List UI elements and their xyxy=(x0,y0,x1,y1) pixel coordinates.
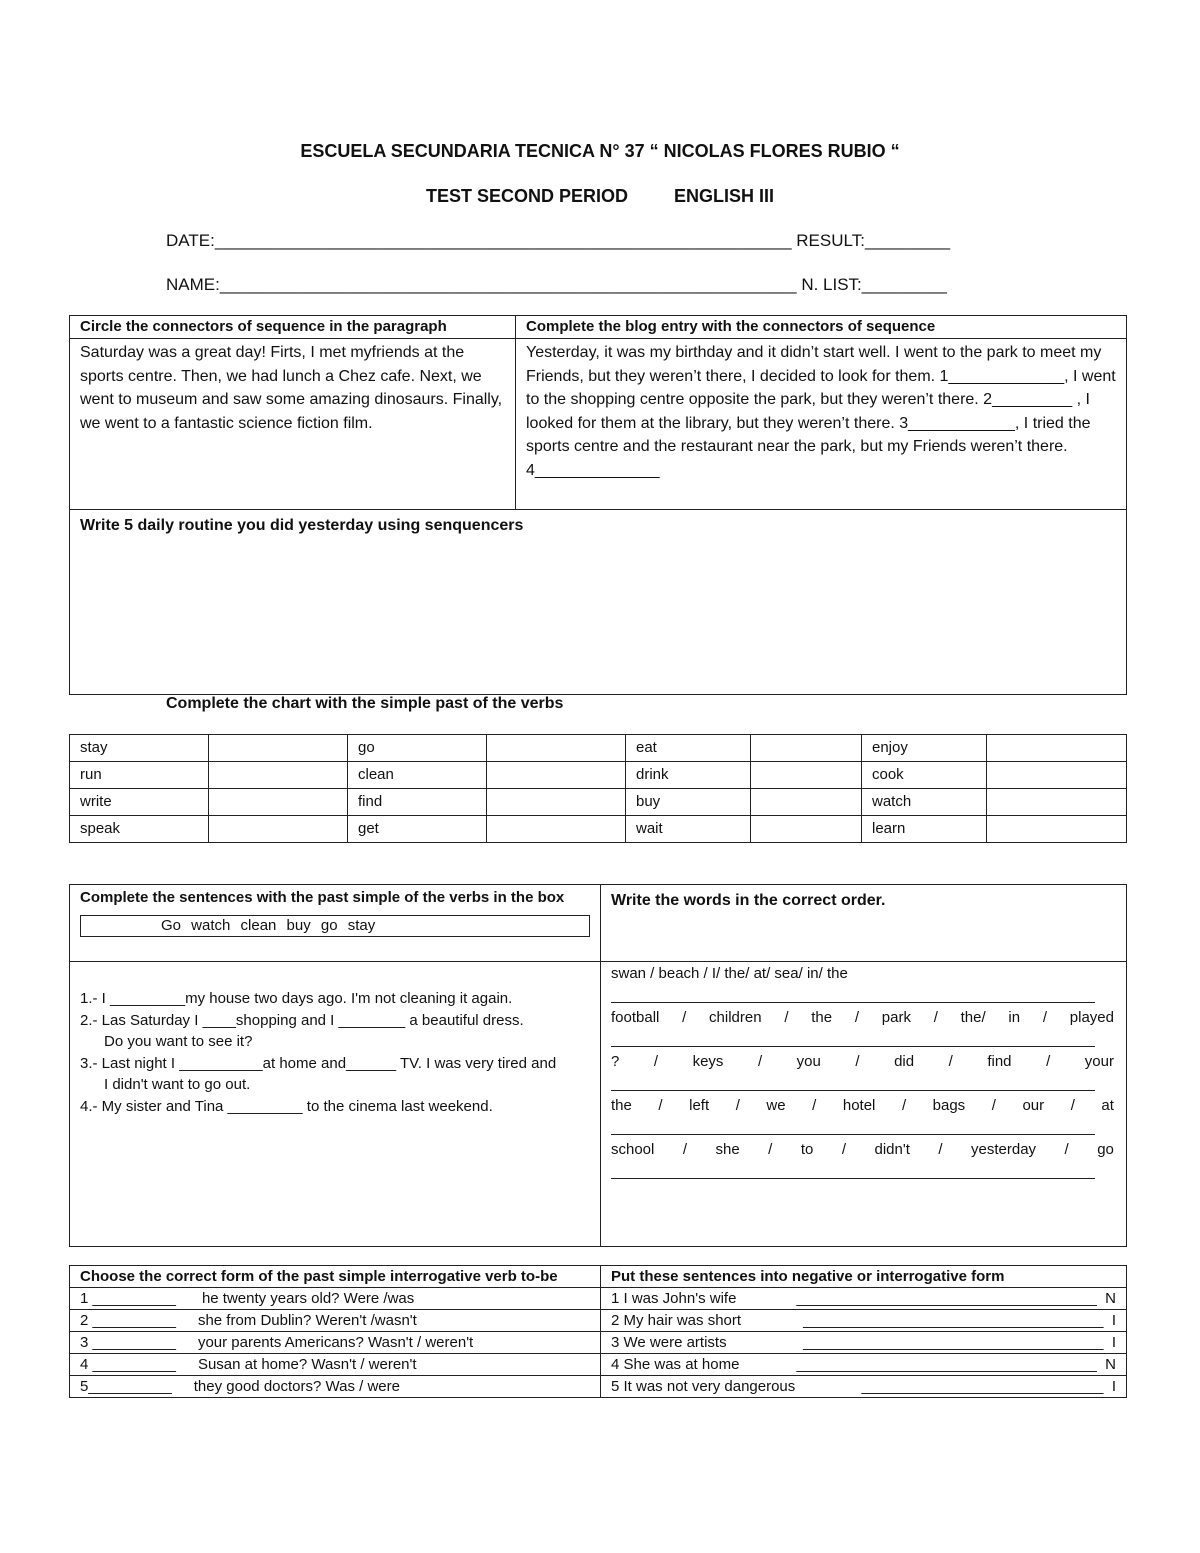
answer-cell[interactable] xyxy=(209,762,348,789)
word-order-body[interactable] xyxy=(601,962,1127,1247)
word-token: / xyxy=(768,1141,773,1158)
word-token: she xyxy=(715,1141,740,1158)
word-token: you xyxy=(796,1053,821,1070)
answer-line[interactable]: _____________________________ xyxy=(861,1378,1104,1395)
word-token: / xyxy=(812,1097,817,1114)
verbs-row xyxy=(70,789,1127,816)
result-label: RESULT: xyxy=(796,231,865,250)
verb-cell: write xyxy=(70,789,209,816)
answer-line[interactable]: ____________________________________ xyxy=(796,1356,1097,1373)
to-be-question[interactable] xyxy=(70,1376,601,1398)
answer-cell[interactable] xyxy=(987,789,1127,816)
form-code: I xyxy=(1111,1334,1116,1351)
result-field[interactable]: _________ xyxy=(864,231,951,250)
word-token: / xyxy=(1064,1141,1069,1158)
word-token: / xyxy=(682,1141,688,1158)
name-row xyxy=(166,275,947,295)
circle-paragraph[interactable]: Saturday was a great day! Firts, I met myfriends at the sports centre. Then, we had lunch a Chez cafe. Next, we went to museum and saw some amazing dinosaurs. Finally, we went to a fantastic science fiction film. xyxy=(70,339,516,510)
school-title: ESCUELA SECUNDARIA TECNICA N° 37 “ NICOLAS FLORES RUBIO “ xyxy=(300,141,900,161)
word-token: / xyxy=(901,1097,907,1114)
word-token: / xyxy=(854,1009,860,1026)
word-token: didn't xyxy=(874,1141,910,1158)
word-token: / xyxy=(735,1097,740,1114)
word-token: to xyxy=(800,1141,814,1158)
form-code: N xyxy=(1105,1290,1116,1307)
word-token: our xyxy=(1022,1097,1045,1114)
answer-line[interactable]: __________________________________________________________ xyxy=(611,1163,1095,1180)
list-field[interactable]: _________ xyxy=(861,275,947,294)
blog-paragraph[interactable]: Yesterday, it was my birthday and it didn’t start well. I went to the park to meet my Friends, but they weren’t there, I decided to look for them. 1_____________, I went to the shopping centre opposite the park, but they weren’t there. 2_________ , I looked for them at the library, but they weren’t there. 3____________, I tried the sports centre and the restaurant near the park, but my Friends weren’t there. 4______________ xyxy=(516,339,1127,510)
to-be-question[interactable] xyxy=(70,1310,601,1332)
answer-cell[interactable] xyxy=(209,816,348,843)
to-be-row xyxy=(70,1332,1127,1354)
connectors-table xyxy=(69,315,1127,695)
word-token: school xyxy=(611,1141,655,1158)
word-token: / xyxy=(1046,1053,1051,1070)
sentence: 1.- I _________my house two days ago. I'm not cleaning it again. xyxy=(80,990,513,1007)
sentence: 3.- Last night I __________at home and______ TV. I was very tired and xyxy=(80,1054,557,1072)
to-be-question[interactable] xyxy=(70,1288,601,1310)
transform-sentence: 2 My hair was short xyxy=(611,1312,742,1329)
transform-item[interactable] xyxy=(601,1354,1127,1376)
word-token: children xyxy=(709,1009,762,1026)
answer-cell[interactable] xyxy=(987,735,1127,762)
question-text: she from Dublin? Weren't /wasn't xyxy=(197,1312,417,1329)
to-be-table xyxy=(69,1265,1127,1398)
word-token: hotel xyxy=(842,1097,876,1114)
verbs-row xyxy=(70,735,1127,762)
to-be-row xyxy=(70,1354,1127,1376)
to-be-question[interactable] xyxy=(70,1332,601,1354)
transform-sentence: 1 I was John's wife xyxy=(611,1290,737,1307)
list-label: N. LIST: xyxy=(801,275,862,294)
word-token: / xyxy=(658,1097,663,1114)
transform-item[interactable] xyxy=(601,1310,1127,1332)
form-code: I xyxy=(1111,1312,1116,1329)
transform-sentence: 5 It was not very dangerous xyxy=(611,1378,796,1395)
verb-cell: buy xyxy=(626,789,751,816)
verb-cell: enjoy xyxy=(862,735,987,762)
answer-cell[interactable] xyxy=(209,789,348,816)
answer-cell[interactable] xyxy=(751,735,862,762)
answer-line[interactable]: __________________________________________________________ xyxy=(611,1075,1095,1092)
word-token: / xyxy=(855,1053,860,1070)
sentences-header-cell xyxy=(70,885,601,962)
answer-blank[interactable]: 2 __________ xyxy=(80,1312,176,1329)
answer-cell[interactable] xyxy=(751,762,862,789)
date-row xyxy=(166,231,950,251)
word-order-item xyxy=(611,1007,1114,1029)
verbs-heading: Complete the chart with the simple past of the verbs xyxy=(166,695,564,712)
test-title: TEST SECOND PERIOD xyxy=(425,186,628,206)
word-token: / xyxy=(1070,1097,1075,1114)
word-order-item xyxy=(611,1095,1114,1117)
word-token: football xyxy=(611,1009,660,1026)
answer-blank[interactable]: 1 __________ xyxy=(80,1290,176,1307)
answer-cell[interactable] xyxy=(487,762,626,789)
answer-cell[interactable] xyxy=(487,816,626,843)
word-token: the xyxy=(811,1009,833,1026)
answer-line[interactable]: ____________________________________ xyxy=(803,1312,1104,1329)
answer-blank[interactable]: 5__________ xyxy=(80,1378,172,1395)
word-token: / xyxy=(991,1097,996,1114)
verb-cell: learn xyxy=(862,816,987,843)
routine-heading: Write 5 daily routine you did yesterday using senquencers xyxy=(80,517,524,534)
word-token: / xyxy=(948,1053,953,1070)
date-field[interactable]: _____________________________________________________________ xyxy=(214,231,792,250)
word-token: did xyxy=(894,1053,915,1070)
word-token: / xyxy=(1042,1009,1048,1026)
word-order-heading: Write the words in the correct order. xyxy=(601,885,1127,962)
word-token: ? xyxy=(611,1053,620,1070)
word-token: left xyxy=(689,1097,710,1114)
transform-sentence: 3 We were artists xyxy=(611,1334,727,1351)
verb-cell: eat xyxy=(626,735,751,762)
answer-cell[interactable] xyxy=(487,735,626,762)
subject-title: ENGLISH III xyxy=(674,186,775,206)
sentences-table xyxy=(69,884,1127,1247)
verb-cell: find xyxy=(348,789,487,816)
word-order-item xyxy=(611,1139,1114,1161)
word-token: played xyxy=(1069,1009,1114,1026)
transform-heading: Put these sentences into negative or interrogative form xyxy=(601,1266,1127,1288)
to-be-heading: Choose the correct form of the past simple interrogative verb to-be xyxy=(70,1266,601,1288)
verb-cell: wait xyxy=(626,816,751,843)
word-token: your xyxy=(1084,1053,1114,1070)
word-token: / xyxy=(841,1141,846,1158)
word-token: keys xyxy=(692,1053,724,1070)
sentence: I didn't want to go out. xyxy=(104,1076,251,1093)
word-token: / xyxy=(653,1053,659,1070)
word-token: / xyxy=(682,1009,687,1026)
routine-box[interactable] xyxy=(70,510,1127,695)
word-token: / xyxy=(757,1053,763,1070)
to-be-row xyxy=(70,1310,1127,1332)
word-token: / xyxy=(784,1009,789,1026)
verbs-row xyxy=(70,762,1127,789)
word-order-item xyxy=(611,963,1114,985)
answer-cell[interactable] xyxy=(487,789,626,816)
answer-cell[interactable] xyxy=(987,762,1127,789)
verb-cell: speak xyxy=(70,816,209,843)
test-title-row xyxy=(0,186,1200,207)
verb-cell: clean xyxy=(348,762,487,789)
name-field[interactable]: _____________________________________________________________ xyxy=(219,275,797,294)
sentence: Do you want to see it? xyxy=(104,1033,253,1050)
answer-line[interactable]: ____________________________________ xyxy=(796,1290,1097,1307)
answer-blank[interactable]: 4 __________ xyxy=(80,1356,176,1373)
transform-item[interactable] xyxy=(601,1288,1127,1310)
blog-heading: Complete the blog entry with the connectors of sequence xyxy=(516,316,1127,339)
verb-cell: cook xyxy=(862,762,987,789)
word-token: yesterday xyxy=(971,1141,1037,1158)
word-token: the/ xyxy=(960,1009,986,1026)
word-order-item xyxy=(611,1051,1114,1073)
word-token: swan / beach / I/ the/ at/ sea/ in/ the xyxy=(611,965,848,982)
to-be-row xyxy=(70,1288,1127,1310)
answer-cell[interactable] xyxy=(987,816,1127,843)
to-be-row xyxy=(70,1376,1127,1398)
name-label: NAME: xyxy=(166,275,220,294)
question-text: Susan at home? Wasn't / weren't xyxy=(197,1356,417,1373)
word-token: in xyxy=(1008,1009,1021,1026)
sentence: 2.- Las Saturday I ____shopping and I ________ a beautiful dress. xyxy=(80,1011,524,1029)
word-token: go xyxy=(1097,1141,1114,1158)
sentences-heading: Complete the sentences with the past simple of the verbs in the box xyxy=(80,889,565,906)
answer-cell[interactable] xyxy=(209,735,348,762)
answer-line[interactable]: __________________________________________________________ xyxy=(611,1031,1095,1048)
question-text: they good doctors? Was / were xyxy=(193,1378,400,1395)
circle-heading: Circle the connectors of sequence in the paragraph xyxy=(70,316,516,339)
transform-item[interactable] xyxy=(601,1332,1127,1354)
answer-line[interactable]: __________________________________________________________ xyxy=(611,987,1095,1004)
answer-line[interactable]: ____________________________________ xyxy=(803,1334,1104,1351)
word-token: find xyxy=(987,1053,1012,1070)
form-code: N xyxy=(1105,1356,1116,1373)
date-label: DATE: xyxy=(166,231,215,250)
verb-box: Go watch clean buy go stay xyxy=(80,915,590,937)
verb-cell: go xyxy=(348,735,487,762)
sentences-body[interactable] xyxy=(70,962,601,1247)
verb-cell: drink xyxy=(626,762,751,789)
sentence: 4.- My sister and Tina _________ to the cinema last weekend. xyxy=(80,1097,493,1115)
answer-cell[interactable] xyxy=(751,816,862,843)
transform-item[interactable] xyxy=(601,1376,1127,1398)
verbs-table xyxy=(69,734,1127,843)
verb-cell: get xyxy=(348,816,487,843)
word-token: the xyxy=(611,1097,632,1114)
transform-sentence: 4 She was at home xyxy=(611,1356,740,1373)
word-token: park xyxy=(881,1009,911,1026)
verb-cell: stay xyxy=(70,735,209,762)
answer-line[interactable]: __________________________________________________________ xyxy=(611,1119,1095,1136)
verbs-row xyxy=(70,816,1127,843)
answer-blank[interactable]: 3 __________ xyxy=(80,1334,176,1351)
form-code: I xyxy=(1111,1378,1116,1395)
word-token: / xyxy=(933,1009,938,1026)
word-token: we xyxy=(766,1097,786,1114)
question-text: your parents Americans? Wasn't / weren't xyxy=(197,1334,474,1351)
to-be-question[interactable] xyxy=(70,1354,601,1376)
answer-cell[interactable] xyxy=(751,789,862,816)
word-token: bags xyxy=(932,1097,966,1114)
word-token: at xyxy=(1101,1097,1114,1114)
verb-cell: watch xyxy=(862,789,987,816)
verb-cell: run xyxy=(70,762,209,789)
question-text: he twenty years old? Were /was xyxy=(201,1290,415,1307)
word-token: / xyxy=(938,1141,943,1158)
